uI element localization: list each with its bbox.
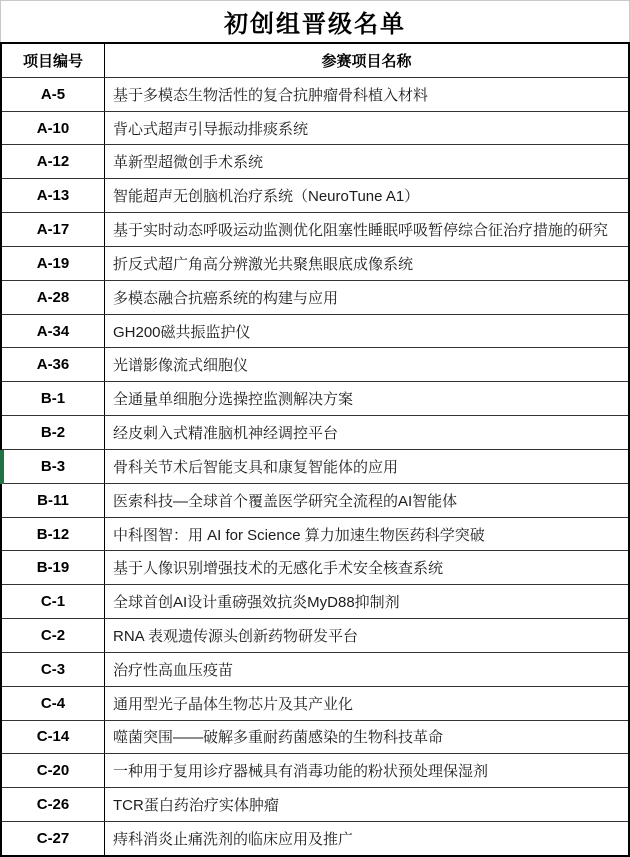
- table-row: [2, 584, 628, 618]
- project-id-cell[interactable]: B-1: [2, 382, 105, 415]
- project-id-cell[interactable]: A-10: [2, 112, 105, 145]
- project-name-cell[interactable]: 多模态融合抗癌系统的构建与应用: [113, 289, 339, 307]
- table-row: [2, 280, 628, 314]
- table-row: [2, 618, 628, 652]
- project-name-cell[interactable]: 智能超声无创脑机治疗系统（NeuroTune A1）: [113, 188, 420, 206]
- table-row: [2, 415, 628, 449]
- project-id-cell[interactable]: B-3: [2, 450, 105, 483]
- project-id-cell[interactable]: B-2: [2, 416, 105, 449]
- project-name-cell[interactable]: 全通量单细胞分选操控监测解决方案: [113, 391, 354, 409]
- table-row: [2, 178, 628, 212]
- project-name-cell[interactable]: 折反式超广角高分辨激光共聚焦眼底成像系统: [113, 255, 414, 273]
- table-row: [2, 449, 628, 483]
- table-row: [2, 144, 628, 178]
- table-row: [2, 212, 628, 246]
- table-row: [2, 652, 628, 686]
- project-name-cell[interactable]: 基于多模态生物活性的复合抗肿瘤骨科植入材料: [113, 86, 429, 104]
- project-id-cell[interactable]: B-11: [2, 484, 105, 517]
- project-id-cell[interactable]: A-12: [2, 145, 105, 178]
- project-id-cell[interactable]: C-1: [2, 585, 105, 618]
- table-row: [2, 787, 628, 821]
- header-row: [2, 44, 628, 77]
- project-name-cell[interactable]: 光谱影像流式细胞仪: [113, 357, 249, 375]
- project-name-cell[interactable]: 医索科技—全球首个覆盖医学研究全流程的AI智能体: [113, 492, 458, 510]
- table-row: [2, 821, 628, 855]
- project-name-cell[interactable]: TCR蛋白药治疗实体肿瘤: [113, 797, 279, 815]
- promotion-table: [0, 42, 630, 857]
- project-name-cell[interactable]: 经皮刺入式精准脑机神经调控平台: [113, 425, 339, 443]
- project-name-cell[interactable]: 基于实时动态呼吸运动监测优化阻塞性睡眠呼吸暂停综合征治疗措施的研究: [113, 222, 609, 240]
- project-id-cell[interactable]: C-14: [2, 721, 105, 754]
- table-row: [2, 314, 628, 348]
- project-name-cell[interactable]: 中科图智：用 AI for Science 算力加速生物医药科学突破: [113, 526, 485, 544]
- project-id-cell[interactable]: A-34: [2, 315, 105, 348]
- project-id-cell[interactable]: A-13: [2, 179, 105, 212]
- project-id-cell[interactable]: A-36: [2, 348, 105, 381]
- project-name-cell[interactable]: 全球首创AI设计重磅强效抗炎MyD88抑制剂: [113, 594, 400, 612]
- table-row: [2, 246, 628, 280]
- project-name-cell[interactable]: 噬菌突围——破解多重耐药菌感染的生物科技革命: [113, 729, 444, 747]
- project-id-cell[interactable]: A-17: [2, 213, 105, 246]
- project-name-cell[interactable]: RNA 表观遗传源头创新药物研发平台: [113, 627, 359, 645]
- project-id-cell[interactable]: A-19: [2, 247, 105, 280]
- project-id-cell[interactable]: C-26: [2, 788, 105, 821]
- column-header-project-id: 项目编号: [2, 44, 105, 77]
- column-header-project-name: 参赛项目名称: [321, 52, 412, 70]
- table-row: [2, 550, 628, 584]
- project-name-cell[interactable]: 基于人像识别增强技术的无感化手术安全核查系统: [113, 560, 444, 578]
- table-row: [2, 686, 628, 720]
- project-id-cell[interactable]: C-3: [2, 653, 105, 686]
- project-id-cell[interactable]: C-4: [2, 687, 105, 720]
- project-name-cell[interactable]: 背心式超声引导振动排痰系统: [113, 120, 309, 138]
- table-row: [2, 347, 628, 381]
- project-id-cell[interactable]: A-5: [2, 78, 105, 111]
- project-name-cell[interactable]: 治疗性高血压疫苗: [113, 661, 234, 679]
- project-name-cell[interactable]: 革新型超微创手术系统: [113, 154, 264, 172]
- project-name-cell[interactable]: 一种用于复用诊疗器械具有消毒功能的粉状预处理保湿剂: [113, 763, 489, 781]
- project-id-cell[interactable]: A-28: [2, 281, 105, 314]
- table-row: [2, 77, 628, 111]
- project-id-cell[interactable]: C-20: [2, 754, 105, 787]
- table-row: [2, 720, 628, 754]
- project-id-cell[interactable]: C-27: [2, 822, 105, 855]
- table-row: [2, 483, 628, 517]
- selection-indicator: [0, 450, 4, 484]
- table-row: [2, 753, 628, 787]
- table-title: 初创组晋级名单: [0, 0, 630, 42]
- project-name-cell[interactable]: 骨科关节术后智能支具和康复智能体的应用: [113, 458, 399, 476]
- project-id-cell[interactable]: C-2: [2, 619, 105, 652]
- project-id-cell[interactable]: B-19: [2, 551, 105, 584]
- project-name-cell[interactable]: GH200磁共振监护仪: [113, 323, 251, 341]
- project-name-cell[interactable]: 通用型光子晶体生物芯片及其产业化: [113, 695, 354, 713]
- table-row: [2, 381, 628, 415]
- project-id-cell[interactable]: B-12: [2, 518, 105, 551]
- project-name-cell[interactable]: 痔科消炎止痛洗剂的临床应用及推广: [113, 830, 354, 848]
- table-row: [2, 517, 628, 551]
- table-row: [2, 111, 628, 145]
